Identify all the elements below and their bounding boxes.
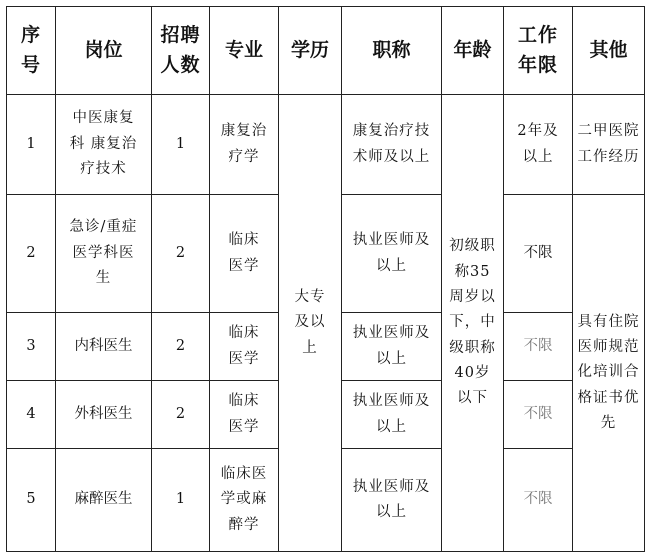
cell-age-merged: 初级职称35周岁以下，中级职称40岁以下 — [442, 95, 504, 552]
cell-count: 2 — [152, 195, 210, 313]
table-row — [7, 95, 645, 195]
header-education: 学历 — [279, 7, 342, 95]
cell-seq: 2 — [7, 195, 56, 313]
cell-work-years: 不限 — [504, 449, 573, 552]
header-count: 招聘人数 — [152, 7, 210, 95]
cell-work-years: 2年及以上 — [504, 95, 573, 195]
cell-count: 2 — [152, 313, 210, 381]
cell-count: 1 — [152, 95, 210, 195]
cell-major: 临床医学或麻醉学 — [210, 449, 279, 552]
cell-position: 麻醉医生 — [56, 449, 152, 552]
cell-seq: 3 — [7, 313, 56, 381]
cell-title: 执业医师及以上 — [342, 195, 442, 313]
cell-work-years: 不限 — [504, 313, 573, 381]
header-title: 职称 — [342, 7, 442, 95]
cell-title: 执业医师及以上 — [342, 313, 442, 381]
cell-seq: 5 — [7, 449, 56, 552]
cell-position: 中医康复科 康复治疗技术 — [56, 95, 152, 195]
cell-major: 临床医学 — [210, 195, 279, 313]
cell-work-years: 不限 — [504, 381, 573, 449]
cell-major: 康复治疗学 — [210, 95, 279, 195]
header-other: 其他 — [573, 7, 645, 95]
recruitment-table — [6, 6, 645, 552]
header-row — [7, 7, 645, 95]
cell-education-merged: 大专及以上 — [279, 95, 342, 552]
cell-work-years: 不限 — [504, 195, 573, 313]
cell-other-merged: 具有住院医师规范化培训合格证书优先 — [573, 195, 645, 552]
header-work-years: 工作年限 — [504, 7, 573, 95]
cell-title: 执业医师及以上 — [342, 381, 442, 449]
cell-major: 临床医学 — [210, 313, 279, 381]
cell-position: 内科医生 — [56, 313, 152, 381]
cell-position: 外科医生 — [56, 381, 152, 449]
cell-count: 1 — [152, 449, 210, 552]
cell-seq: 1 — [7, 95, 56, 195]
header-major: 专业 — [210, 7, 279, 95]
cell-seq: 4 — [7, 381, 56, 449]
cell-position: 急诊/重症医学科医生 — [56, 195, 152, 313]
cell-major: 临床医学 — [210, 381, 279, 449]
header-age: 年龄 — [442, 7, 504, 95]
header-position: 岗位 — [56, 7, 152, 95]
cell-title: 执业医师及以上 — [342, 449, 442, 552]
cell-title: 康复治疗技术师及以上 — [342, 95, 442, 195]
cell-other: 二甲医院工作经历 — [573, 95, 645, 195]
header-seq: 序号 — [7, 7, 56, 95]
cell-count: 2 — [152, 381, 210, 449]
